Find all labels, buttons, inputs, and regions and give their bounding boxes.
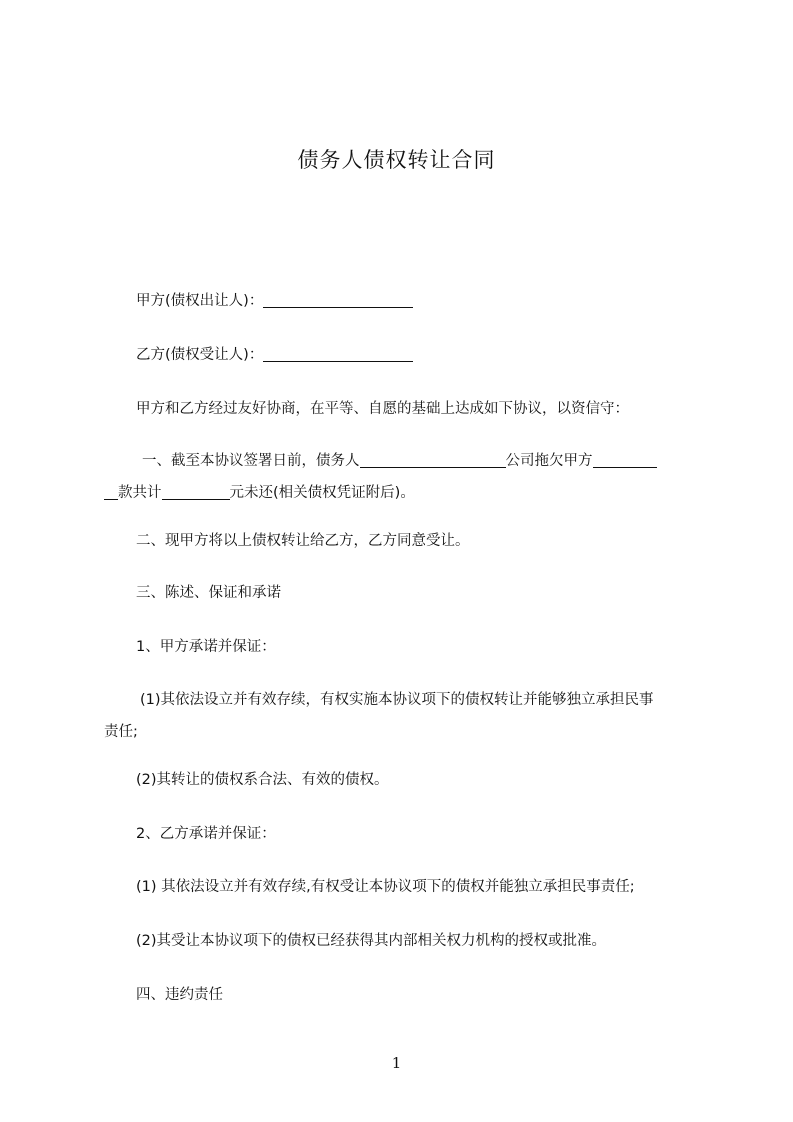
party-a-item-2: (2)其转让的债权系合法、有效的债权。: [136, 772, 389, 788]
page-number: 1: [391, 1054, 402, 1072]
clause-2-paragraph: 二、现甲方将以上债权转让给乙方，乙方同意受让。: [136, 533, 470, 549]
party-b-item-2: (2)其受让本协议项下的债权已经获得其内部相关权力机构的授权或批准。: [136, 933, 607, 949]
document-title: 债务人债权转让合同: [297, 148, 496, 172]
party-b-item-1: (1) 其依法设立并有效存续,有权受让本协议项下的债权并能独立承担民事责任;: [136, 879, 635, 895]
clause-3-heading: 三、陈述、保证和承诺: [136, 585, 281, 601]
party-a-blank: [263, 291, 413, 308]
clause-1-paragraph: [104, 445, 704, 509]
clause-1-part-1: 一、截至本协议签署日前，债务人: [142, 453, 360, 469]
party-a-item-1: [104, 684, 704, 748]
debt-type-blank: [593, 451, 657, 468]
debt-type-blank-cont: [104, 483, 118, 500]
party-b-label: 乙方(债权受让人)：: [136, 347, 264, 363]
party-a-label: 甲方(债权出让人)：: [136, 293, 264, 309]
party-a-warranty-heading: 1、甲方承诺并保证：: [136, 639, 276, 655]
clause-1-part-3: 款共计: [118, 485, 162, 501]
amount-blank: [162, 483, 230, 500]
party-a-item-1-line-1: (1)其依法设立并有效存续，有权实施本协议项下的债权转让并能够独立承担民事: [140, 692, 654, 708]
party-a-item-1-line-2: 责任;: [104, 724, 138, 740]
party-b-warranty-heading: 2、乙方承诺并保证：: [136, 826, 276, 842]
party-b-blank: [263, 345, 413, 362]
intro-paragraph: 甲方和乙方经过友好协商，在平等、自愿的基础上达成如下协议，以资信守：: [136, 401, 629, 417]
clause-4-heading: 四、违约责任: [136, 987, 223, 1003]
clause-1-part-2: 公司拖欠甲方: [505, 453, 593, 469]
debtor-blank: [360, 451, 506, 468]
clause-1-part-4: 元未还(相关债权凭证附后)。: [229, 485, 415, 501]
party-b-line: [136, 345, 413, 365]
party-a-line: [136, 291, 413, 311]
